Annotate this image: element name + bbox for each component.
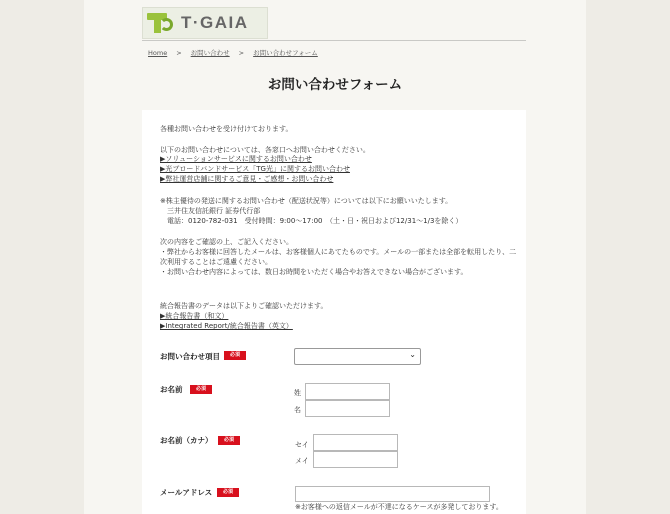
inquiry-label: お問い合わせ項目 — [160, 352, 220, 361]
kana-label: お名前（カナ） — [160, 436, 213, 445]
name-mei-label: 名 — [294, 406, 301, 414]
required-badge: 必須 — [190, 385, 212, 394]
kana-mei-label: メイ — [295, 457, 309, 465]
tgaia-logo-mark-icon — [147, 12, 175, 34]
breadcrumb — [148, 48, 318, 57]
required-badge: 必須 — [217, 488, 239, 497]
intro-text: 以下のお問い合わせについては、各窓口へお問い合わせください。 — [160, 146, 370, 154]
name-label: お名前 — [160, 385, 183, 394]
logo-text: T·GAIA — [181, 13, 249, 32]
shareholder-note: 三井住友信託銀行 証券代行部 — [167, 207, 261, 215]
tgaia-logo[interactable] — [142, 7, 268, 39]
inquiry-select[interactable] — [294, 348, 421, 365]
breadcrumb-contact-link[interactable]: お問い合わせ — [190, 49, 230, 57]
email-label: メールアドレス — [160, 488, 213, 497]
report-text: 統合報告書のデータは以下よりご確認いただけます。 — [160, 302, 328, 310]
breadcrumb-separator: > — [176, 49, 182, 57]
chevron-down-icon: ⌄ — [409, 350, 416, 359]
first-name-input[interactable] — [305, 400, 390, 417]
link-solution-service[interactable]: ▶ソリューションサービスに関するお問い合わせ — [160, 155, 312, 163]
confirm-text: 次の内容をご確認の上、ご記入ください。 — [160, 238, 293, 246]
first-name-kana-input[interactable] — [313, 451, 398, 468]
email-note: ※お客様への返信メールが不達になるケースが多発しております。 — [295, 503, 503, 511]
header-divider — [142, 40, 526, 41]
link-store-feedback[interactable]: ▶弊社運営店舗に関するご意見・ご感想・お問い合わせ — [160, 175, 334, 183]
kana-sei-label: セイ — [295, 441, 309, 449]
confirm-text: ・お問い合わせ内容によっては、数日お時間をいただく場合やお答えできない場合がございます。 — [160, 268, 468, 276]
last-name-input[interactable] — [305, 383, 390, 400]
last-name-kana-input[interactable] — [313, 434, 398, 451]
shareholder-note: 電話：0120-782-031 受付時間：9:00～17:00 （土・日・祝日および12/31～1/3を除く） — [167, 217, 463, 225]
confirm-text: 次利用することはご遠慮ください。 — [160, 258, 272, 266]
page-title: お問い合わせフォーム — [267, 77, 403, 93]
confirm-text: ・弊社からお客様に回答したメールは、お客様個人にあてたものです。メールの一部または全部を転用したり、二 — [160, 248, 517, 256]
link-tg-hikari[interactable]: ▶光ブロードバンドサービス「TG光」に関するお問い合わせ — [160, 165, 350, 173]
breadcrumb-current: お問い合わせフォーム — [253, 49, 318, 57]
name-sei-label: 姓 — [294, 389, 301, 397]
breadcrumb-separator: > — [238, 49, 245, 57]
shareholder-note: ※株主優待の発送に関するお問い合わせ（配送状況等）については以下にお願いいたします。 — [160, 197, 453, 205]
breadcrumb-home-link[interactable]: Home — [148, 49, 168, 57]
required-badge: 必須 — [218, 436, 240, 445]
intro-text: 各種お問い合わせを受け付けております。 — [160, 125, 293, 133]
link-report-english[interactable]: ▶Integrated Report/統合報告書（英文） — [160, 322, 293, 330]
link-report-japanese[interactable]: ▶統合報告書（和文） — [160, 312, 229, 320]
email-input[interactable] — [295, 486, 490, 502]
required-badge: 必須 — [224, 351, 246, 360]
